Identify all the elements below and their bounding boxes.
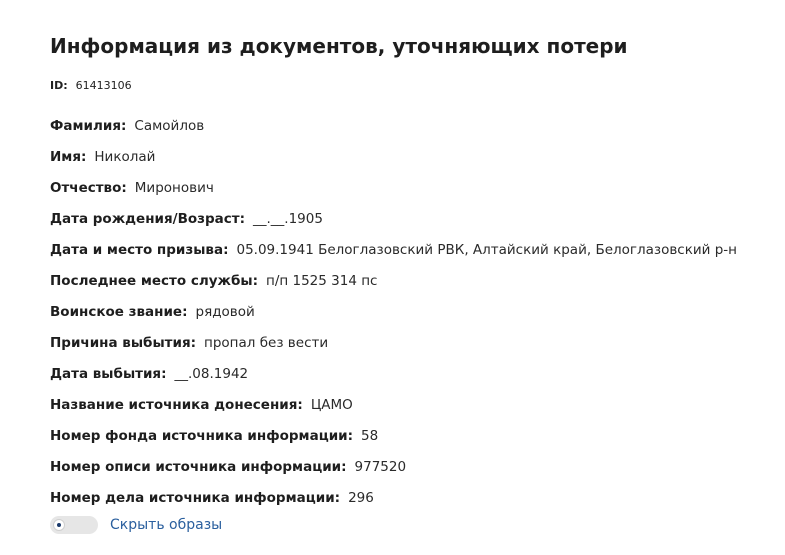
field-label: Название источника донесения: — [50, 397, 303, 413]
hide-images-label[interactable]: Скрыть образы — [110, 517, 223, 533]
field-label: Имя: — [50, 149, 87, 165]
field-label: Дата рождения/Возраст: — [50, 211, 245, 227]
field-value: Миронович — [134, 180, 214, 196]
field-value: пропал без вести — [204, 335, 329, 351]
field-opis-number — [50, 452, 770, 483]
field-label: Номер описи источника информации: — [50, 459, 347, 475]
field-value: 977520 — [354, 459, 407, 475]
field-label: Фамилия: — [50, 118, 127, 134]
field-value: Самойлов — [134, 118, 205, 134]
field-value: ЦАМО — [310, 397, 353, 413]
record-id-label: ID: — [50, 79, 68, 92]
field-value: рядовой — [195, 304, 255, 320]
field-label: Последнее место службы: — [50, 273, 259, 289]
field-label: Номер дела источника информации: — [50, 490, 341, 506]
record-id — [50, 78, 770, 94]
toggle-knob — [53, 519, 65, 531]
field-fond-number — [50, 421, 770, 452]
field-label: Причина выбытия: — [50, 335, 197, 351]
field-reason — [50, 328, 770, 359]
fields-list — [50, 111, 770, 514]
field-last-service — [50, 266, 770, 297]
field-birth-date — [50, 204, 770, 235]
hide-images-control — [50, 514, 222, 536]
field-departure-date — [50, 359, 770, 390]
field-value: __.08.1942 — [174, 366, 249, 382]
field-value: Николай — [94, 149, 156, 165]
field-value: __.__.1905 — [253, 211, 323, 227]
field-surname — [50, 111, 770, 142]
record-panel — [50, 30, 770, 514]
field-label: Воинское звание: — [50, 304, 188, 320]
field-value: 296 — [348, 490, 374, 506]
field-rank — [50, 297, 770, 328]
field-label: Дата выбытия: — [50, 366, 167, 382]
field-name — [50, 142, 770, 173]
field-value: 05.09.1941 Белоглазовский РВК, Алтайский край, Белоглазовский р-н — [236, 242, 737, 258]
field-value: 58 — [361, 428, 379, 444]
field-patronymic — [50, 173, 770, 204]
hide-images-toggle[interactable] — [50, 516, 98, 534]
field-delo-number — [50, 483, 770, 514]
page-title: Информация из документов, уточняющих потери — [50, 34, 628, 58]
record-id-value: 61413106 — [75, 79, 132, 92]
field-label: Номер фонда источника информации: — [50, 428, 354, 444]
field-label: Отчество: — [50, 180, 127, 196]
field-source-name — [50, 390, 770, 421]
field-conscription — [50, 235, 770, 266]
field-value: п/п 1525 314 пс — [266, 273, 378, 289]
field-label: Дата и место призыва: — [50, 242, 229, 258]
